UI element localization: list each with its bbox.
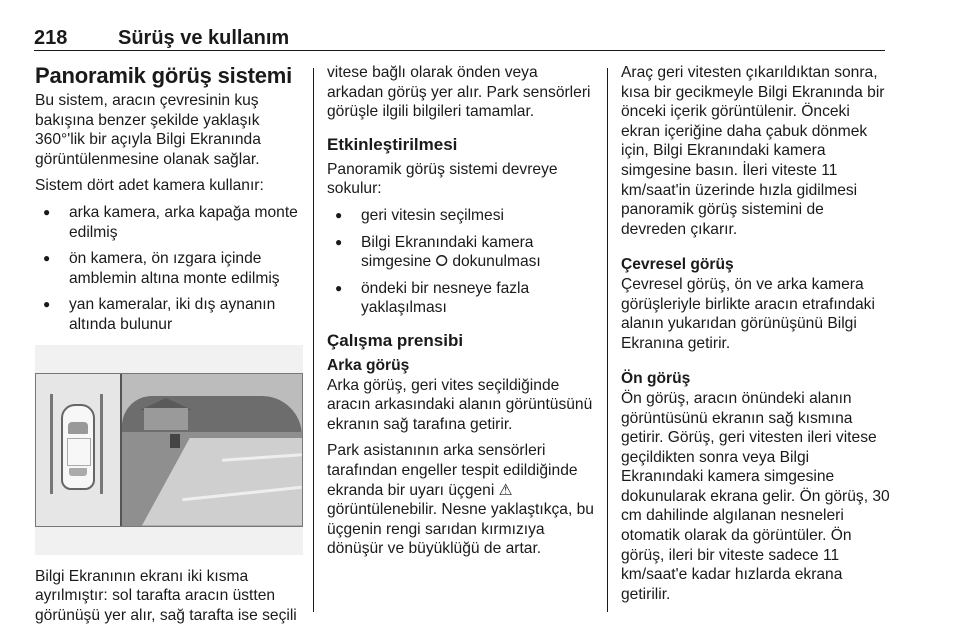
figure-caption: Bilgi Ekranının ekranı iki kısma ayrılmıştır: sol tarafta aracın üstten görünüşü yer alır, sağ tarafta ise seçili [35, 567, 297, 624]
car-top-view-icon [61, 404, 95, 490]
activation-list [327, 206, 597, 318]
list-item: ● geri vitesin seçilmesi [327, 206, 597, 226]
column-2 [327, 63, 597, 566]
front-view-paragraph: Ön görüş, aracın önündeki alanın görüntüsünü ekranın sağ kısmına getirir. Görüş, geri vitesten ileri vitese geçildikten sonra veya Bilgi Ekranındaki kamera simgesine dokunularak ekrana gelir. Ön görüş, 30 cm dahilinde algılanan nesneleri otomatik olarak da görüntüler. Ön görüş, ileri bir viteste sadece 11 km/saat'e kadar hızlarda ekrana getirilir. [621, 389, 890, 603]
panoramic-view-figure [35, 345, 303, 555]
continued-paragraph: vitese bağlı olarak önden veya arkadan görüş yer alır. Park sensörleri görüşle ilgili bilgileri tamamlar. [327, 64, 591, 121]
activation-heading: Etkinleştirilmesi [327, 134, 458, 154]
camera-list [35, 203, 303, 335]
info-display-screen [35, 373, 303, 527]
page-number: 218 [34, 27, 68, 49]
list-item: ● öndeki bir nesneye fazla yaklaşılması [327, 279, 597, 318]
surround-view-paragraph: Çevresel görüş, ön ve arka kamera görüşleriyle birlikte aracın etrafındaki alanın yukarıdan görünüşünü Bilgi Ekranına getirir. [621, 275, 875, 352]
column-3 [621, 63, 891, 611]
surround-view-heading: Çevresel görüş [621, 256, 734, 274]
section-title: Panoramik görüş sistemi [35, 63, 293, 88]
cameras-intro: Sistem dört adet kamera kullanır: [35, 177, 264, 195]
list-item: ● yan kameralar, iki dış aynanın altında bulunur [35, 295, 303, 334]
reverse-out-paragraph: Araç geri vitesten çıkarıldıktan sonra, kısa bir gecikmeyle Bilgi Ekranında bir önceki içerik görüntülenir. Önceki ekran içeriğine daha çabuk dönmek için, Bilgi Ekranındaki kamera simgesine basın. İleri viteste 11 km/saat'in üzerinde hızla gidilmesi panoramik görüş sistemini de devreden çıkarır. [621, 64, 885, 238]
column-1 [35, 63, 303, 632]
camera-view-pane [122, 374, 302, 526]
page-header [34, 24, 885, 51]
column-divider [607, 68, 608, 612]
park-assist-paragraph: Park asistanının arka sensörleri tarafından engeller tespit edildiğinde ekranda bir uyarı üçgeni ⚠ görüntülenebilir. Nesne yaklaştıkça, bu üçgenin rengi sarıdan kırmızıya dönüşür ve büyüklüğü de artar. [327, 442, 594, 558]
chapter-title: Sürüş ve kullanım [118, 27, 290, 49]
front-view-heading: Ön görüş [621, 370, 691, 388]
intro-paragraph: Bu sistem, aracın çevresinin kuş bakışına benzer şekilde yaklaşık 360°'lik bir açıyla Bilgi Ekranında görüntülenmesine olanak sağlar. [35, 92, 261, 168]
top-view-pane [36, 374, 122, 526]
rear-view-paragraph: Arka görüş, geri vites seçildiğinde aracın arkasındaki alanın görüntüsünü ekranın sağ tarafına getirir. [327, 376, 593, 433]
principle-heading: Çalışma prensibi [327, 330, 464, 350]
list-item: ● Bilgi Ekranındaki kamera simgesine ⭘ dokunulması [327, 233, 597, 272]
list-item: ● arka kamera, arka kapağa monte edilmiş [35, 203, 303, 242]
column-divider [313, 68, 314, 612]
activation-intro: Panoramik görüş sistemi devreye sokulur: [327, 160, 558, 198]
rear-view-heading: Arka görüş [327, 356, 410, 374]
list-item: ● ön kamera, ön ızgara içinde amblemin altına monte edilmiş [35, 249, 303, 288]
